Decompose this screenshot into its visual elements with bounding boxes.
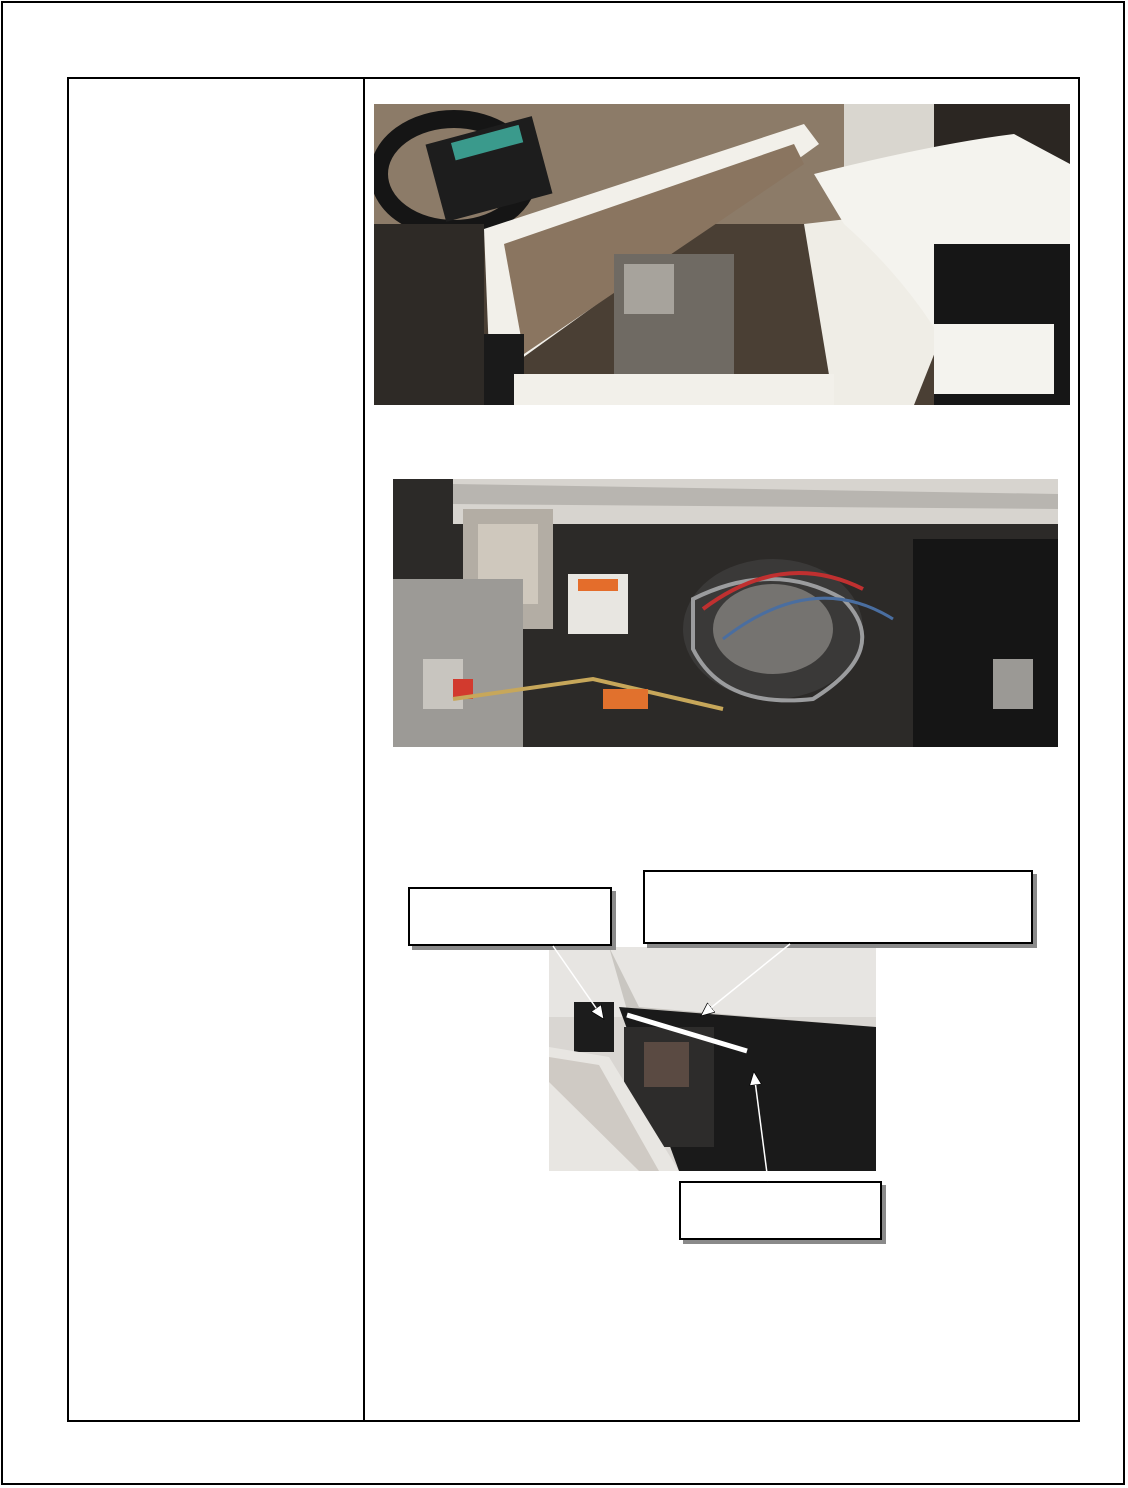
engine-compartment-photo [393, 479, 1058, 747]
left-column [69, 79, 363, 1420]
column-divider [363, 77, 365, 1422]
cart-seat-raised-photo [374, 104, 1070, 405]
seat-hinge-closeup-photo [549, 947, 876, 1171]
callout-box-lower [679, 1181, 882, 1240]
callout-box-upper-left [408, 887, 612, 946]
callout-box-upper-right [643, 870, 1033, 944]
